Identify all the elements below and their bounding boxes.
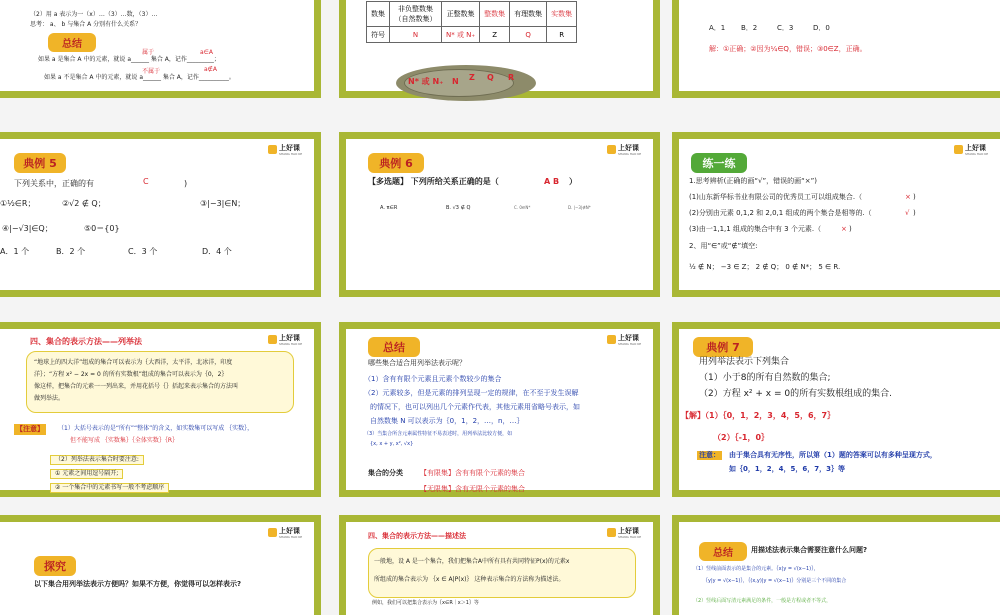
point-line: （2）元素较多，但是元素的排列呈现一定的规律，在不至于发生误解 — [364, 389, 579, 397]
brand-name: 上好课 — [965, 144, 986, 152]
table-cell: 符号 — [367, 27, 390, 43]
table-cell: 有理数集 — [510, 2, 547, 27]
brand-icon — [268, 335, 277, 344]
slide-4[interactable] — [0, 132, 321, 297]
question-text: （1）小于8的所有自然数的集合; — [699, 373, 831, 383]
question-text: 哪些集合适合用列举法表示呢？ — [368, 359, 466, 367]
option-c: C．3 个 — [128, 247, 158, 256]
definition-box — [368, 548, 636, 598]
brand-icon — [607, 145, 616, 154]
note-line: （1）大括号表示的是“所有”“整体”的含义，如实数集可以写成 ｛实数｝， — [58, 425, 254, 432]
brand-logo — [607, 526, 649, 542]
example-tag: 典例 6 — [368, 153, 424, 173]
example-tag: 典例 5 — [14, 153, 66, 173]
question-text: (2)分别由元素 0,1,2 和 2,0,1 组成的两个集合是相等的.（ — [689, 209, 872, 217]
brand-logo — [607, 143, 649, 159]
brand-sub: SHANG HAO KE — [279, 535, 303, 539]
table-cell: R — [547, 27, 577, 43]
option-d: D．4 个 — [202, 247, 232, 256]
infinite-set: 【无限集】含有无限个元素的集合 — [420, 485, 525, 493]
option-d: D. |−3|∉N* — [568, 205, 591, 210]
table-cell: N* 或 N₊ — [442, 27, 480, 43]
option-d: D．0 — [813, 24, 830, 32]
question-text: 以下集合用列举法表示方便吗？如果不方便，你觉得可以怎样表示? — [34, 580, 242, 588]
answer-line: 【解】（1）｛0，1，2，3，4，5，6，7｝ — [681, 411, 836, 420]
note-line: 由于集合具有无序性，所以第（1）题的答案可以有多种呈现方式， — [729, 451, 937, 459]
option-b: B．2 个 — [56, 247, 86, 256]
question-text: 【多选题】 下列所给关系正确的是（ — [368, 177, 499, 186]
brand-name: 上好课 — [618, 334, 639, 342]
explore-tag: 探究 — [34, 556, 76, 576]
brand-name: 上好课 — [279, 527, 300, 535]
number-set-table — [366, 1, 577, 43]
brand-icon — [607, 528, 616, 537]
fill-answer: 属于 — [142, 49, 155, 56]
option-a: A．1 — [709, 24, 726, 32]
brand-logo — [268, 526, 310, 542]
slide-1[interactable] — [0, 0, 321, 98]
slide-8[interactable] — [339, 322, 660, 497]
brand-logo — [268, 333, 310, 349]
slide-text: 思考： a、 b 与集合 A 分别有什么关系？ — [30, 21, 142, 28]
answer-mark: C — [143, 177, 149, 186]
body-line: 像这样，把集合的元素一一列出来，并用花括号｛｝括起来表示集合的方法叫 — [34, 383, 239, 390]
summary-tag: 总结 — [368, 337, 420, 357]
table-cell: N — [390, 27, 442, 43]
example-tag: 典例 7 — [693, 337, 753, 357]
item-4: ④|−√3|∈Q； — [2, 224, 53, 233]
table-cell: 数集 — [367, 2, 390, 27]
answer-text: A B — [544, 177, 560, 186]
paren: ） — [569, 177, 577, 186]
note-line: 如｛0，1，2，4，5，6，7，3｝等 — [729, 465, 845, 473]
brand-sub: SHANG HAO KE — [618, 342, 642, 346]
table-cell: 实数集 — [547, 2, 577, 27]
brand-logo — [954, 143, 996, 159]
body-line: 例如，我们可以把集合表示为｛x∈R｜x＞1｝等 — [372, 600, 479, 606]
slide-9[interactable] — [672, 322, 1000, 497]
point-line: 的情况下，也可以列出几个元素作代表，其他元素用省略号表示，如 — [370, 403, 580, 411]
option-a: A．1 个 — [0, 247, 30, 256]
body-line: 洋｝；“方程 x² − 2x = 0 的所有实数根”组成的集合可以表示为｛0，2｝ — [34, 371, 228, 378]
slide-10[interactable] — [0, 515, 321, 615]
slide-6[interactable] — [672, 132, 1000, 297]
answer-mark: × — [841, 225, 847, 233]
table-cell: Q — [510, 27, 547, 43]
paren: ) — [184, 179, 188, 188]
item-2: ②√2 ∉ Q； — [62, 199, 106, 208]
fill-answer: a∉A — [204, 66, 218, 73]
question-text: 用描述法表示集合需要注意什么问题? — [751, 546, 868, 554]
slide-text: （2）用 a 表示为一（x）…（3）…数，（3）… — [30, 11, 158, 18]
point-line: （2）竖线后面写清元素满足的条件，一般是方程或者不等式， — [693, 598, 832, 604]
summary-tag: 总结 — [48, 33, 96, 52]
finite-set: 【有限集】含有有限个元素的集合 — [420, 469, 525, 477]
section-title: 四、集合的表示方法——描述法 — [368, 532, 466, 540]
ellipse-label: Q — [487, 73, 494, 82]
option-b: B．2 — [741, 24, 758, 32]
point-line: （1）竖线前面表示的是集合的元素。｛x|y = √(x−1)｝， — [693, 566, 819, 572]
brand-icon — [268, 145, 277, 154]
table-cell: Z — [480, 27, 510, 43]
question-text: (1)山东新华标书业有限公司的优秀员工可以组成集合.（ — [689, 193, 863, 201]
ellipse-label: N — [452, 77, 459, 86]
table-cell: 非负整数集（自然数集） — [390, 2, 442, 27]
slide-text: 如果 a 是集合 A 中的元素，就说 a______ 集合 A，记作_________； — [38, 56, 220, 63]
item-5: ⑤0＝{0} — [84, 224, 120, 233]
option-b: B. √3 ∉ Q — [446, 205, 471, 211]
note-line: （2）列举法表示集合时要注意: — [50, 455, 144, 465]
answer-text: 解：①正确；②因为¼∈Q，错误；③0∈Z，正确。 — [709, 45, 867, 53]
brand-sub: SHANG HAO KE — [618, 535, 642, 539]
fill-answer: 不属于 — [142, 68, 161, 75]
brand-sub: SHANG HAO KE — [965, 152, 989, 156]
answer-line: （2）｛-1，0｝ — [713, 433, 770, 442]
slide-5[interactable] — [339, 132, 660, 297]
option-a: A. π∈R — [380, 205, 398, 211]
point-line: {x, x + y, x², √x} — [370, 441, 414, 447]
note-tag: 注意： — [699, 451, 720, 459]
question-text: （2）方程 x² + x = 0的所有实数根组成的集合. — [699, 389, 892, 399]
point-line: 自然数集 N 可以表示为｛0，1，2，…，n，…｝ — [370, 417, 524, 425]
question-text: (3)由一1,1,1 组成的集合中有 3 个元素.（ — [689, 225, 822, 233]
item-3: ③|−3|∈N； — [200, 199, 246, 208]
fill-answer: a∈A — [200, 49, 214, 56]
question-text: 用列举法表示下列集合 — [699, 357, 790, 367]
brand-icon — [268, 528, 277, 537]
option-c: C．3 — [777, 24, 794, 32]
body-line: 所组成的集合表示为 ｛x ∈ A|P(x)｝ 这种表示集合的方法称为描述法。 — [374, 576, 565, 583]
note-line: ② 一个集合中的元素书写一般不考虑顺序 — [50, 483, 169, 493]
classify-label: 集合的分类 — [368, 469, 403, 477]
summary-tag: 总结 — [699, 542, 747, 561]
body-line: 做列举法。 — [34, 395, 65, 402]
item-1: ①½∈R； — [0, 199, 36, 208]
brand-icon — [607, 335, 616, 344]
slide-2[interactable] — [339, 0, 660, 98]
brand-icon — [954, 145, 963, 154]
paren: ) — [913, 209, 916, 217]
brand-logo — [268, 143, 310, 159]
section-title: 四、集合的表示方法——列举法 — [30, 337, 142, 346]
answer-mark: √ — [905, 209, 910, 217]
option-c: C. 0∈N* — [514, 205, 531, 210]
slide-text: 如果 a 不是集合 A 中的元素，就说 a______ 集合 A，记作__________。 — [44, 74, 235, 81]
note-line: ① 元素之间用逗号隔开; — [50, 469, 123, 479]
question-text: 下列关系中，正确的有 — [14, 179, 94, 188]
paren: ) — [913, 193, 916, 201]
note-line: 但不能写成 ｛实数集｝｛全体实数｝｛R｝ — [70, 437, 179, 444]
question-text: 1.思考辨析(正确的画“√”，错误的画“×”) — [689, 177, 817, 185]
brand-sub: SHANG HAO KE — [618, 152, 642, 156]
slide-11[interactable] — [339, 515, 660, 615]
brand-sub: SHANG HAO KE — [279, 152, 303, 156]
brand-name: 上好课 — [618, 527, 639, 535]
table-cell: 整数集 — [480, 2, 510, 27]
table-cell: 正整数集 — [442, 2, 480, 27]
brand-name: 上好课 — [279, 144, 300, 152]
slide-3[interactable] — [672, 0, 1000, 98]
brand-logo — [607, 333, 649, 349]
point-line: （3）当集合所含元素属性特征不易表述时，用列举法比较方便，如 — [364, 431, 513, 437]
ellipse-label: Z — [469, 73, 475, 82]
slide-7[interactable] — [0, 322, 321, 497]
fill-line: ½ ∉ N； −3 ∈ Z； 2 ∉ Q； 0 ∉ N*； 5 ∈ R. — [689, 263, 841, 271]
point-line: ｛y|y = √(x−1)｝，｛(x,y)|y = √(x−1)｝分别是三个不同的集合 — [703, 578, 847, 584]
brand-name: 上好课 — [279, 334, 300, 342]
ellipse-label: N* 或 N₊ — [408, 77, 444, 86]
brand-sub: SHANG HAO KE — [279, 342, 303, 346]
question-text: 2、用“∈”或“∉”填空: — [689, 242, 758, 250]
point-line: （1）含有有限个元素且元素个数较少的集合 — [364, 375, 502, 383]
slide-12[interactable] — [672, 515, 1000, 615]
body-line: 一般地，设 A 是一个集合，我们把集合A中所有具有共同特征P(x)的元素x — [374, 558, 570, 565]
answer-mark: × — [905, 193, 911, 201]
practice-tag: 练一练 — [691, 153, 747, 173]
paren: ) — [849, 225, 852, 233]
ellipse-label: R — [508, 73, 515, 82]
brand-name: 上好课 — [618, 144, 639, 152]
note-tag: 【注意】 — [14, 424, 46, 435]
body-line: “地球上的四大洋”组成的集合可以表示为｛大西洋，太平洋，北冰洋，印度 — [34, 359, 233, 366]
